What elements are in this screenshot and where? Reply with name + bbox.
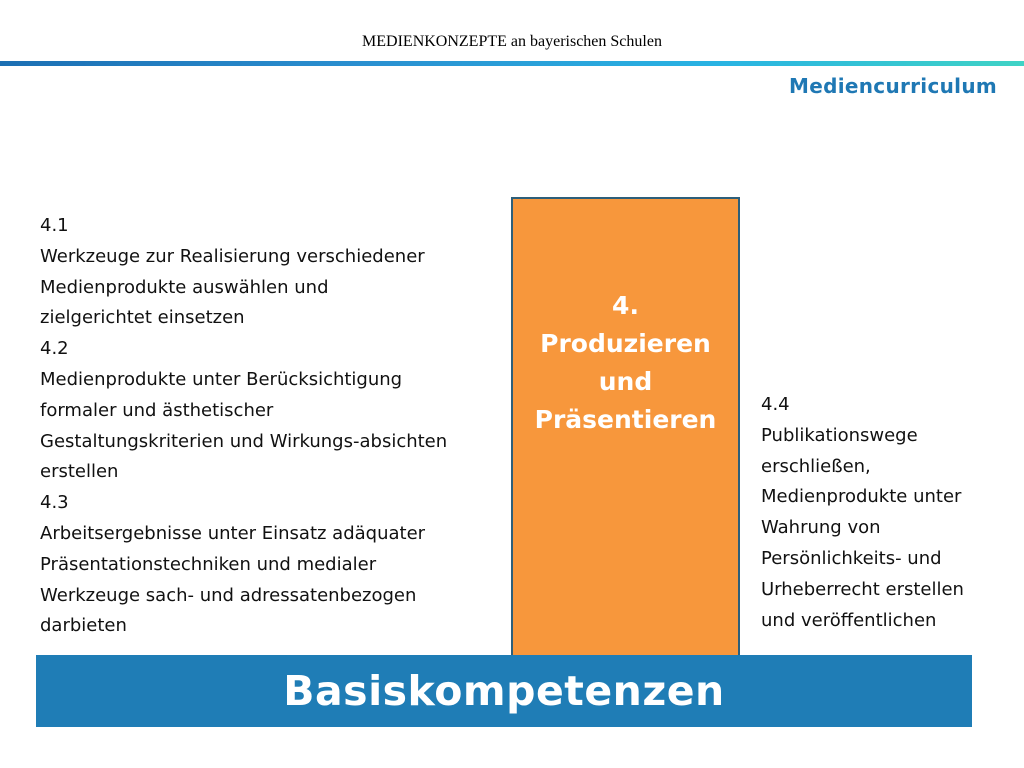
competency-line: Publikationswege	[761, 424, 918, 446]
competency-line: Medienprodukte unter	[761, 486, 962, 508]
competency-line: Gestaltungskriterien und Wirkungs-absichten	[40, 430, 448, 452]
section-label: Mediencurriculum	[789, 74, 997, 98]
competency-line: Präsentationstechniken und medialer	[40, 553, 377, 575]
pillar-title-line: und	[598, 367, 653, 396]
competency-line: und veröffentlichen	[761, 609, 937, 631]
header-gradient-bar	[0, 61, 1024, 66]
competency-line: Persönlichkeits- und	[761, 547, 942, 569]
competency-line: Medienprodukte auswählen und	[40, 276, 329, 298]
competency-line: 4.1	[40, 215, 69, 236]
competency-line: Werkzeuge zur Realisierung verschiedener	[40, 245, 425, 267]
right-competency-list	[761, 390, 1011, 636]
competency-line: 4.3	[40, 492, 69, 514]
competency-line: erstellen	[40, 461, 119, 483]
competency-line: Wahrung von	[761, 517, 881, 539]
competency-line: erschließen,	[761, 455, 871, 477]
left-competency-list	[40, 211, 510, 642]
competency-line: 4.2	[40, 338, 69, 360]
pillar-produzieren-praesentieren	[511, 197, 740, 659]
pillar-title-line: Präsentieren	[534, 405, 717, 434]
competency-line: 4.4	[761, 394, 790, 415]
pillar-title-line: 4.	[612, 291, 639, 320]
competency-line: darbieten	[40, 615, 127, 637]
competency-line: zielgerichtet einsetzen	[40, 307, 245, 329]
competency-line: Medienprodukte unter Berücksichtigung	[40, 368, 403, 390]
basiskompetenzen-bar	[36, 655, 972, 727]
pillar-title-line: Produzieren	[540, 329, 711, 358]
competency-line: Urheberrecht erstellen	[761, 578, 964, 600]
base-label: Basiskompetenzen	[283, 667, 725, 715]
pillar-title	[513, 287, 738, 439]
competency-line: formaler und ästhetischer	[40, 399, 274, 421]
competency-line: Werkzeuge sach- und adressatenbezogen	[40, 584, 417, 606]
slide-header-title: MEDIENKONZEPTE an bayerischen Schulen	[362, 33, 662, 50]
competency-line: Arbeitsergebnisse unter Einsatz adäquater	[40, 522, 426, 544]
